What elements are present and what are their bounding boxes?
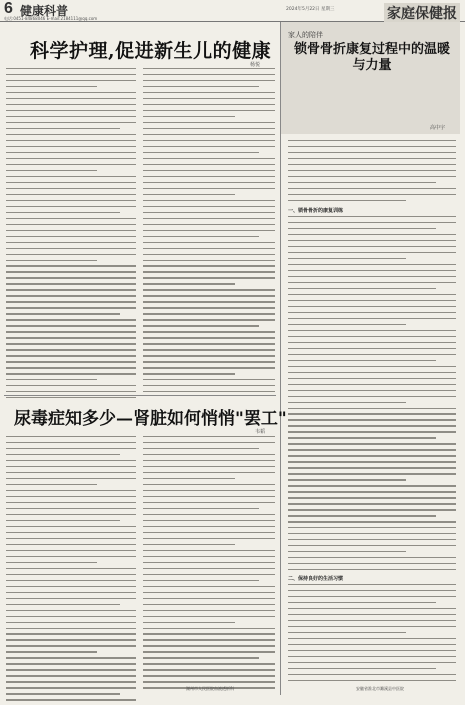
article-2-author: 高中宇 [430,125,446,131]
article-2-title: 锁骨骨折康复过程中的温暖与力量 [293,42,450,73]
article-2-kicker: 家人的陪伴 [288,31,323,39]
article-3-column-1 [6,436,136,705]
article-2-body-2 [288,584,456,686]
article-3-column-2 [143,436,275,693]
article-2-subhead-2: 二、保持良好的生活习惯 [288,576,344,582]
article-1-title: 科学护理,促进新生儿的健康 [30,40,272,62]
article-1-author: 杨悦 [250,62,261,68]
page-number: 6 [4,0,13,17]
article-2-body-1 [288,216,456,575]
article-3-title: 尿毒症知多少—肾脏如何悄悄"罢工" [14,409,287,429]
article-2-intro [288,140,456,206]
article-3-author: 韦韬 [255,429,266,435]
article-2-source: 安徽省淮北市濉溪县中医院 [356,686,404,691]
column-divider [280,22,281,695]
section-title: 健康科普 [20,4,69,18]
article-2-subhead-1: 一、锁骨骨折的康复训练 [288,208,344,214]
issue-date: 2024年5月22日 星期三 [286,7,335,12]
article-1-column-1 [6,68,136,403]
article-1-column-2 [143,68,275,397]
newspaper-brand: 家庭保健报 [384,3,460,23]
contact-line: 电话:0451-84868046 E-mail:2184111@qq.com [4,16,98,21]
article-3-source: 湖州市人民医院血液透析科 [186,686,234,691]
article-separator [4,395,276,396]
masthead [0,0,465,22]
